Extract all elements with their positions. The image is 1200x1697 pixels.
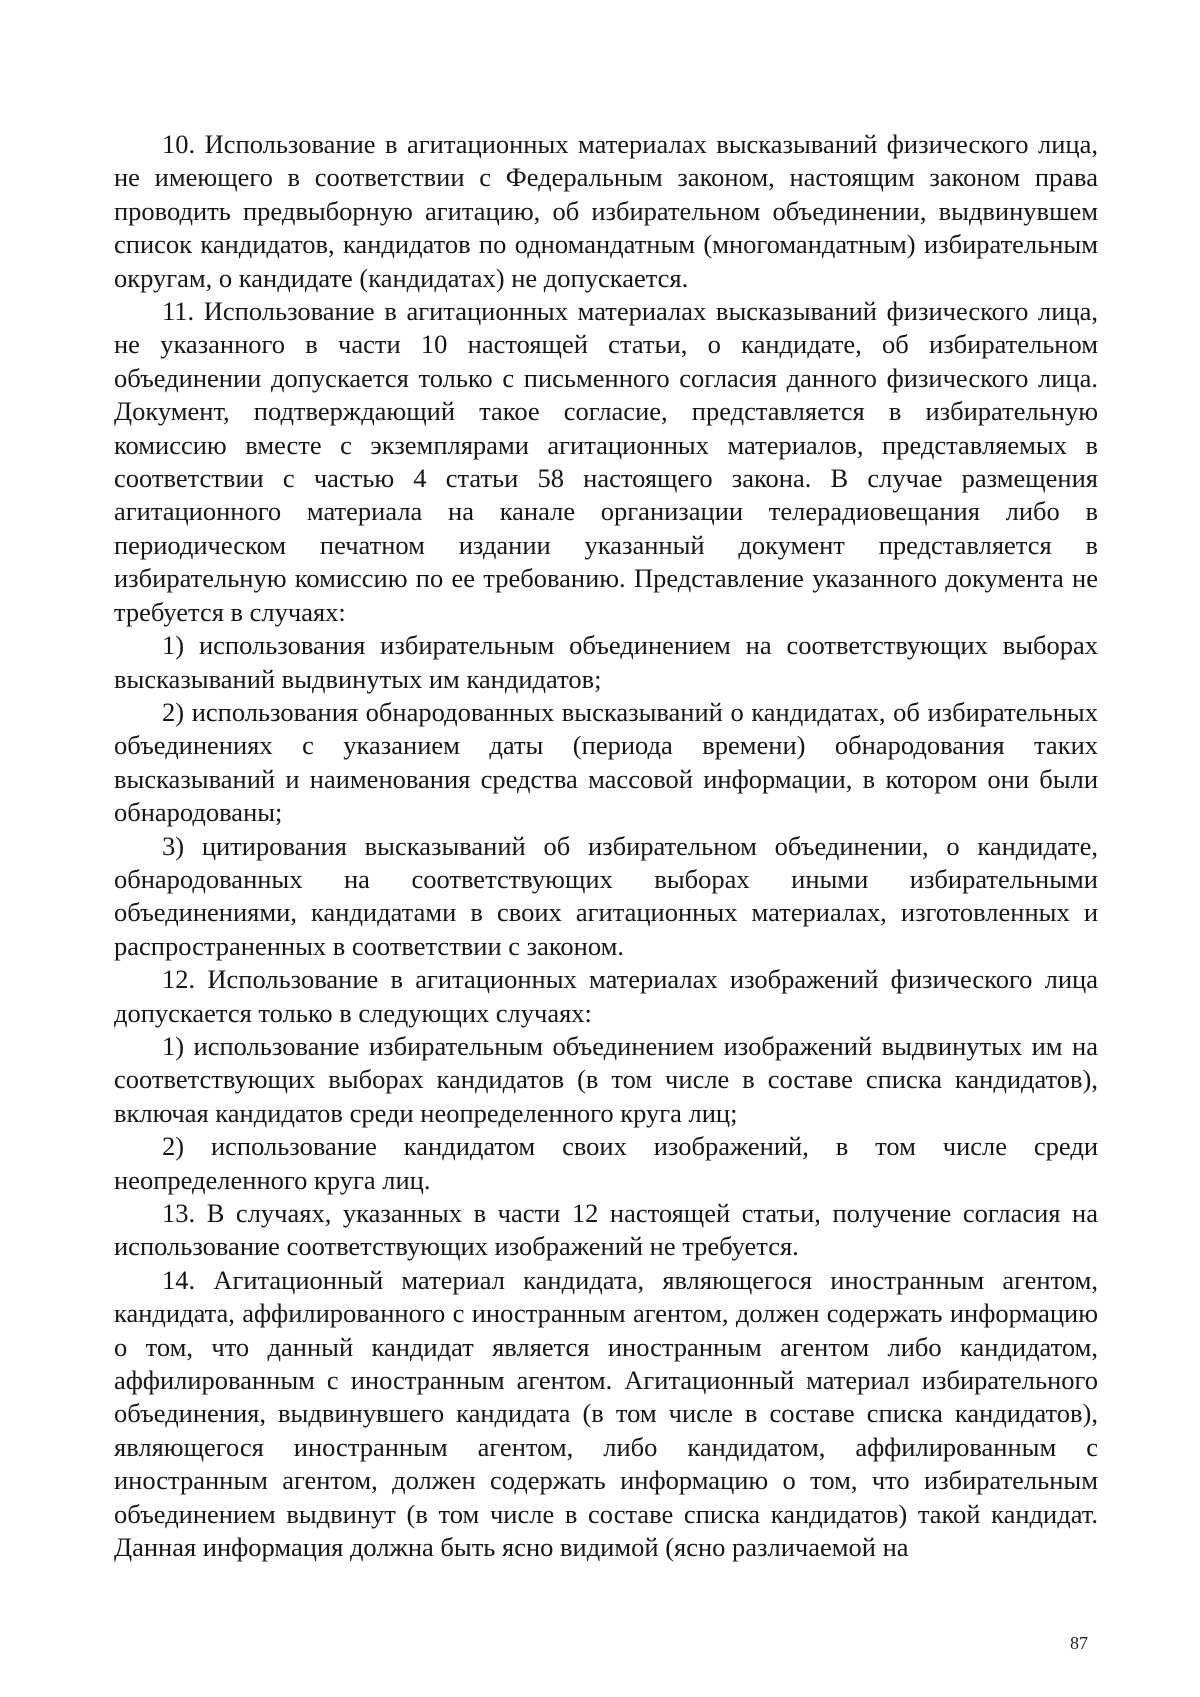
paragraph-11-item-2: 2) использования обнародованных высказываний о кандидатах, об избирательных объединениях с указанием даты (периода времени) обнародования таких высказываний и наименования средства массовой информации, в котором они были обнародованы; [114, 696, 1098, 828]
paragraph-11-item-1: 1) использования избирательным объединением на соответствующих выборах высказываний выдвинутых им кандидатов; [114, 630, 1098, 694]
paragraph-12-item-1: 1) использование избирательным объединением изображений выдвинутых им на соответствующих выборах кандидатов (в том числе в составе списка кандидатов), включая кандидатов среди неопределенного круга лиц; [114, 1030, 1098, 1128]
document-body [114, 128, 1098, 1564]
paragraph-10: 10. Использование в агитационных материалах высказываний физического лица, не имеющего в соответствии с Федеральным законом, настоящим законом права проводить предвыборную агитацию, об избирательном объединении, выдвинувшем список кандидатов, кандидатов по одномандатным (многомандатным) избирательным округам, о кандидате (кандидатах) не допускается. [114, 129, 1098, 293]
paragraph-13: 13. В случаях, указанных в части 12 настоящей статьи, получение согласия на использование соответствующих изображений не требуется. [114, 1198, 1098, 1262]
paragraph-12: 12. Использование в агитационных материалах изображений физического лица допускается только в следующих случаях: [114, 964, 1098, 1028]
page-number: 87 [1070, 1633, 1088, 1653]
paragraph-14: 14. Агитационный материал кандидата, являющегося иностранным агентом, кандидата, аффилированного с иностранным агентом, должен содержать информацию о том, что данный кандидат является иностранным агентом либо кандидатом, аффилированным с иностранным агентом. Агитационный материал избирательного объединения, выдвинувшего кандидата (в том числе в составе списка кандидатов), являющегося иностранным агентом, либо кандидатом, аффилированным с иностранным агентом, должен содержать информацию о том, что избирательным объединением выдвинут (в том числе в составе списка кандидатов) такой кандидат. Данная информация должна быть ясно видимой (ясно различаемой на [114, 1264, 1098, 1563]
paragraph-12-item-2: 2) использование кандидатом своих изображений, в том числе среди неопределенного круга лиц. [114, 1131, 1098, 1195]
paragraph-11: 11. Использование в агитационных материалах высказываний физического лица, не указанного в части 10 настоящей статьи, о кандидате, об избирательном объединении допускается только с письменного согласия данного физического лица. Документ, подтверждающий такое согласие, представляется в избирательную комиссию вместе с экземплярами агитационных материалов, представляемых в соответствии с частью 4 статьи 58 настоящего закона. В случае размещения агитационного материала на канале организации телерадиовещания либо в периодическом печатном издании указанный документ представляется в избирательную комиссию по ее требованию. Представление указанного документа не требуется в случаях: [114, 296, 1098, 627]
paragraph-11-item-3: 3) цитирования высказываний об избирательном объединении, о кандидате, обнародованных на соответствующих выборах иными избирательными объединениями, кандидатами в своих агитационных материалах, изготовленных и распространенных в соответствии с законом. [114, 830, 1098, 961]
